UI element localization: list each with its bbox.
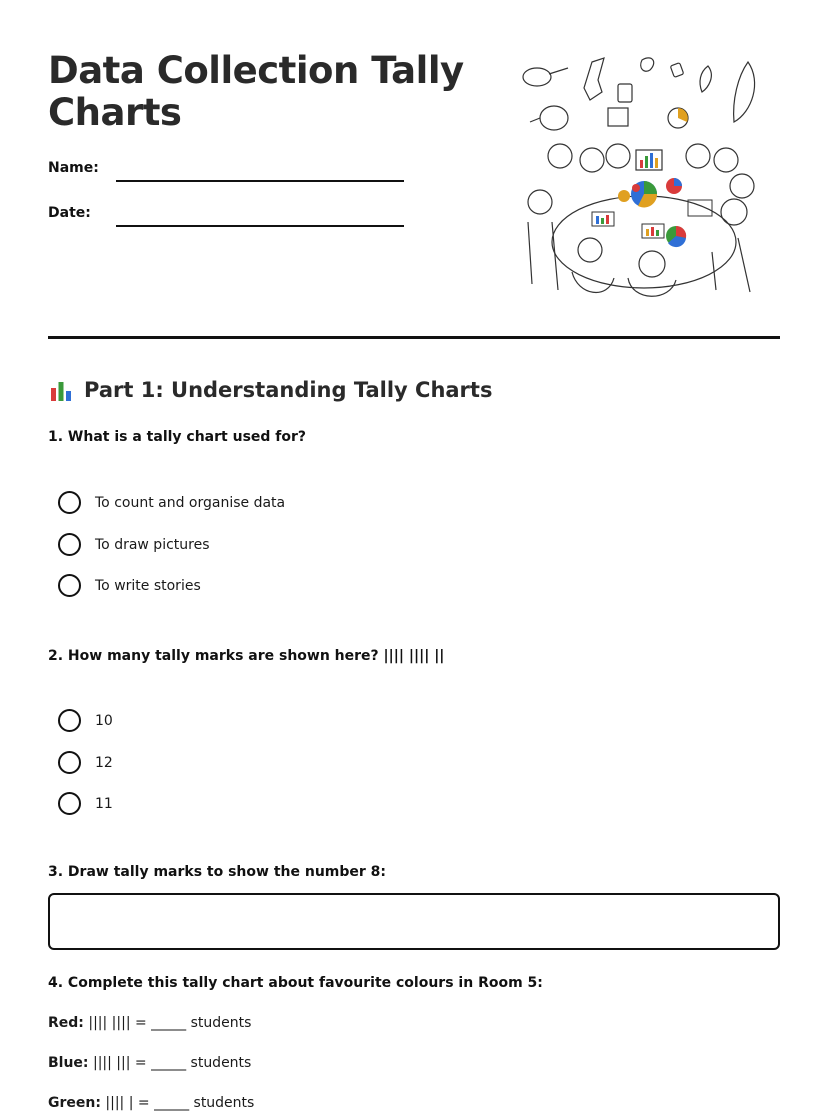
question-1: 1. What is a tally chart used for? [48, 429, 307, 445]
q2-option-3[interactable] [58, 792, 113, 815]
classroom-data-illustration [512, 52, 774, 312]
radio-button[interactable] [58, 709, 81, 732]
q1-option-1[interactable] [58, 491, 285, 514]
q2-option-1[interactable] [58, 709, 113, 732]
colour-name: Red: [48, 1015, 84, 1031]
radio-button[interactable] [58, 792, 81, 815]
colour-name: Green: [48, 1095, 101, 1111]
radio-button[interactable] [58, 574, 81, 597]
date-label: Date: [48, 205, 91, 221]
section-divider [48, 336, 780, 339]
tally-answer-box[interactable] [48, 893, 780, 950]
tally-row-text: |||| |||| = _____ students [83, 1015, 252, 1031]
date-field-line[interactable] [116, 225, 404, 227]
option-label: 12 [95, 754, 113, 771]
option-label: 10 [95, 712, 113, 729]
radio-button[interactable] [58, 751, 81, 774]
question-3: 3. Draw tally marks to show the number 8: [48, 864, 387, 880]
q1-option-3[interactable] [58, 574, 201, 597]
part1-heading-text: Part 1: Understanding Tally Charts [84, 378, 493, 402]
radio-button[interactable] [58, 491, 81, 514]
option-label: To write stories [95, 577, 201, 594]
tally-row-blue [48, 1055, 251, 1071]
question-4: 4. Complete this tally chart about favourite colours in Room 5: [48, 975, 543, 991]
tally-row-green [48, 1095, 254, 1111]
colour-name: Blue: [48, 1055, 89, 1071]
option-label: To draw pictures [95, 536, 210, 553]
bar-chart-icon [48, 377, 74, 403]
name-label: Name: [48, 160, 99, 176]
q1-option-2[interactable] [58, 533, 210, 556]
option-label: 11 [95, 795, 113, 812]
tally-row-red [48, 1015, 251, 1031]
question-2: 2. How many tally marks are shown here? |||| |||| || [48, 648, 445, 664]
tally-row-text: |||| ||| = _____ students [88, 1055, 252, 1071]
worksheet-title: Data Collection Tally Charts [48, 49, 464, 134]
option-label: To count and organise data [95, 494, 286, 511]
name-field-line[interactable] [116, 180, 404, 182]
radio-button[interactable] [58, 533, 81, 556]
part1-heading [48, 376, 492, 404]
tally-row-text: |||| | = _____ students [100, 1095, 255, 1111]
q2-option-2[interactable] [58, 751, 113, 774]
